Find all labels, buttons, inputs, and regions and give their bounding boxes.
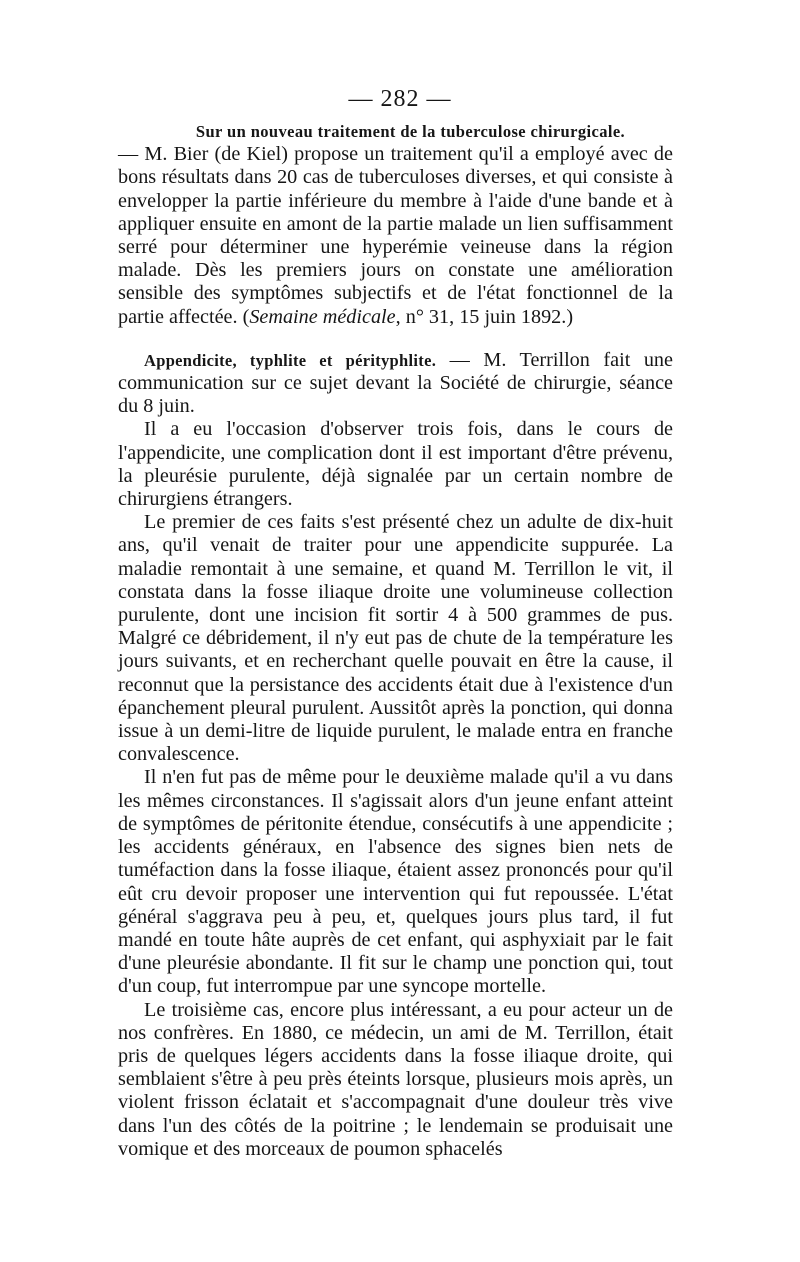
page-number: — 282 — xyxy=(348,86,452,112)
paragraph-complication: Il a eu l'occasion d'observer trois fois, dans le cours de l'appendicite, une complication dont il est important d'être prévenu, la pleurésie purulente, déjà signalée par un certain nombre de chirurgiens étrangers. xyxy=(118,418,673,511)
paragraph-bier xyxy=(118,143,673,329)
citation-details: , n° 31, 15 juin 1892.) xyxy=(395,305,574,328)
section-title-appendicite: Appendicite, typhlite et pérityphlite. xyxy=(144,350,437,370)
paragraph-first-case: Le premier de ces faits s'est présenté chez un adulte de dix-huit ans, qu'il venait de traiter pour une appendicite suppurée. La maladie remontait à une semaine, et quand M. Terrillon le vit, il constata dans la fosse iliaque droite une volumineuse collection purulente, dont une incision fit sortir 4 à 500 grammes de pus. Malgré ce débridement, il n'y eut pas de chute de la température les jours suivants, et en recherchant quelle pouvait en être la cause, il reconnut que la persistance des accidents était due à l'existence d'un épanchement pleural purulent. Aussitôt après la ponction, qui donna issue à un demi-litre de liquide purulent, le malade entra en franche convalescence. xyxy=(118,511,673,766)
paragraph-second-case: Il n'en fut pas de même pour le deuxième malade qu'il a vu dans les mêmes circonstances. Il s'agissait alors d'un jeune enfant atteint de symptômes de péritonite étendue, consécutifs à une appendicite ; les accidents généraux, en l'absence des signes bien nets de tuméfaction dans la fosse iliaque, étaient assez prononcés pour qu'il eût cru devoir proposer une intervention qui fut repoussée. L'état général s'aggrava peu à peu, et, quelques jours plus tard, il fut mandé en toute hâte auprès de cet enfant, qui asphyxiait par le fait d'une pleurésie abondante. Il fit sur le champ une ponction qui, tout d'un coup, fut interrompue par une syncope mortelle. xyxy=(118,766,673,998)
paragraph-third-case: Le troisième cas, encore plus intéressant, a eu pour acteur un de nos confrères. En 1880, ce médecin, un ami de M. Terrillon, était pris de quelques légers accidents dans la fosse iliaque droite, qui semblaient s'être à peu près éteints lorsque, plusieurs mois après, un violent frisson éclatait et s'accompagnait d'une douleur très vive dans l'un des côtés de la poitrine ; le lendemain se produisait une vomique et des morceaux de poumon sphacelés xyxy=(118,998,673,1160)
section-title-tuberculose: Sur un nouveau traitement de la tuberculose chirurgicale. xyxy=(195,122,626,141)
paragraph-bier-body: — M. Bier (de Kiel) propose un traitement qu'il a employé avec de bons résultats dans 20 cas de tuberculoses diverses, et qui consiste à envelopper la partie inférieure du membre à l'aide d'une bande et à appliquer ensuite en amont de la partie malade un lien suffisamment serré pour déterminer une hyperémie veineuse dans la région malade. Dès les premiers jours on constate une amélioration sensible des symptômes subjectifs et de l'état fonctionnel de la partie affectée. ( xyxy=(118,143,673,328)
intro-text: — M. Terrillon fait une communication sur ce sujet devant la Société de chirurgie, séance du 8 juin. xyxy=(118,348,673,418)
citation-journal: Semaine médicale xyxy=(249,305,396,328)
page-text xyxy=(118,120,673,1161)
paragraph-appendicite-intro xyxy=(118,349,673,419)
